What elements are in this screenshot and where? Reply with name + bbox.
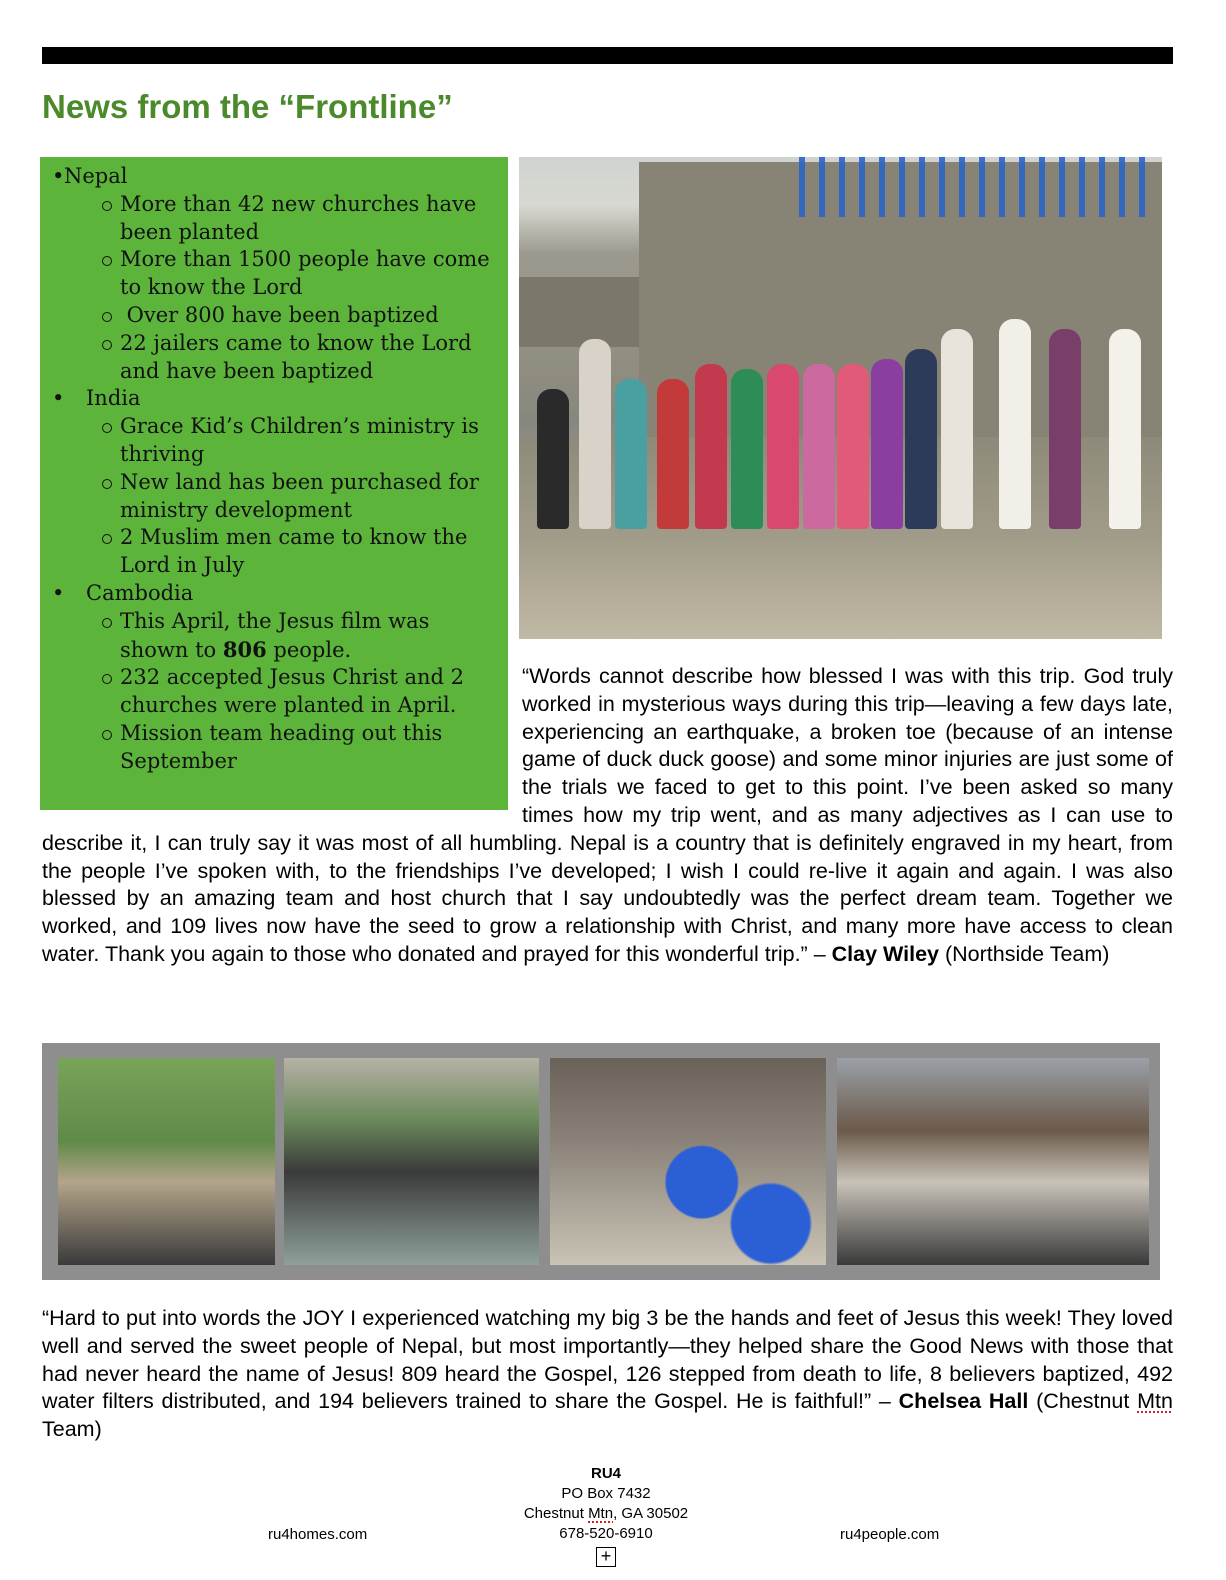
photo-water-buckets xyxy=(550,1058,826,1265)
quote-team: (Northside Team) xyxy=(938,941,1110,966)
list-item: Over 800 have been baptized xyxy=(50,302,500,330)
list-item: 22 jailers came to know the Lord and have been baptized xyxy=(50,330,500,386)
footer-address xyxy=(0,1464,1212,1544)
footer-org: RU4 xyxy=(590,1465,621,1482)
quote-author: Chelsea Hall xyxy=(898,1389,1029,1414)
list-item: More than 42 new churches have been planted xyxy=(50,191,500,247)
photo-strip xyxy=(42,1043,1160,1280)
baptism-group-photo xyxy=(519,157,1162,639)
quote-text: “Words cannot describe how blessed I was with this trip. God truly worked in mysterious ways during this trip—leaving a few days late, experiencing an earthquake, a broken toe (because of an intense game of duck duck goose) and some minor injuries are just some of the trials we faced to get to this point. I’ve been asked so many times how my trip went, and as many adjectives as I can use to describe it, I can truly say it was most of all humbling. Nepal is a country that is definitely engraved in my heart, from the people I’ve spoken with, to the friendships I’ve developed; I wish I could re-live it again and again. I was also blessed by an amazing team and host church that I say undoubtedly was the perfect dream team. Together we worked, and 109 lives now have the seed to grow a relationship with Christ, and many more have access to clean water. Thank you again to those who donated and prayed for this wonderful trip.” – xyxy=(42,664,1173,966)
country-label: India xyxy=(86,386,141,411)
list-item: 2 Muslim men came to know the Lord in July xyxy=(50,524,500,580)
list-item: This April, the Jesus film was shown to 806 people. xyxy=(50,608,500,665)
list-item: New land has been purchased for ministry development xyxy=(50,469,500,525)
top-rule xyxy=(42,47,1173,64)
country-label: Cambodia xyxy=(86,580,194,605)
footer-phone: 678-520-6910 xyxy=(559,1525,653,1542)
photo-baptism-pool xyxy=(284,1058,539,1265)
list-item: Grace Kid’s Children’s ministry is thriving xyxy=(50,413,500,469)
photo-water-filter-demo xyxy=(837,1058,1149,1265)
footer-city: Chestnut Mtn, GA 30502 xyxy=(523,1505,689,1522)
quote-clay-wiley xyxy=(42,663,1173,969)
viewer-count: 806 xyxy=(222,636,267,662)
photo-team-outdoors xyxy=(58,1058,275,1265)
plus-icon[interactable]: + xyxy=(596,1547,616,1567)
country-label: Nepal xyxy=(64,164,128,188)
page-title: News from the “Frontline” xyxy=(42,88,453,125)
country-nepal xyxy=(50,163,500,191)
quote-author: Clay Wiley xyxy=(831,941,939,966)
footer-po-box: PO Box 7432 xyxy=(561,1485,651,1502)
list-item: Mission team heading out this September xyxy=(50,720,500,776)
list-item: More than 1500 people have come to know the Lord xyxy=(50,246,500,302)
footer-link-ru4homes[interactable]: ru4homes.com xyxy=(268,1526,368,1543)
footer-link-ru4people[interactable]: ru4people.com xyxy=(840,1526,940,1543)
country-india xyxy=(50,385,500,413)
quote-chelsea-hall: “Hard to put into words the JOY I experienced watching my big 3 be the hands and feet of Jesus this week! They loved well and served the sweet people of Nepal, but most importantly—they helped share the Good News with those that had never heard the name of Jesus! 809 heard the Gospel, 126 stepped from death to life, 8 believers baptized, 492 water filters distributed, and 194 believers trained to share the Gospel. He is faithful!” – Chelsea Hall (Chestnut Mtn Team) xyxy=(42,1306,1173,1442)
quote-text: “Hard to put into words the JOY I experienced watching my big 3 be the hands and feet of Jesus this week! They loved well and served the sweet people of Nepal, but most importantly—they helped share the Good News with those that had never heard the name of Jesus! 809 heard the Gospel, 126 stepped from death to life, 8 believers baptized, 492 water filters distributed, and 194 believers trained to share the Gospel. He is faithful!” – xyxy=(42,1306,1173,1414)
country-cambodia xyxy=(50,580,500,608)
list-item: 232 accepted Jesus Christ and 2 churches were planted in April. xyxy=(50,664,500,720)
